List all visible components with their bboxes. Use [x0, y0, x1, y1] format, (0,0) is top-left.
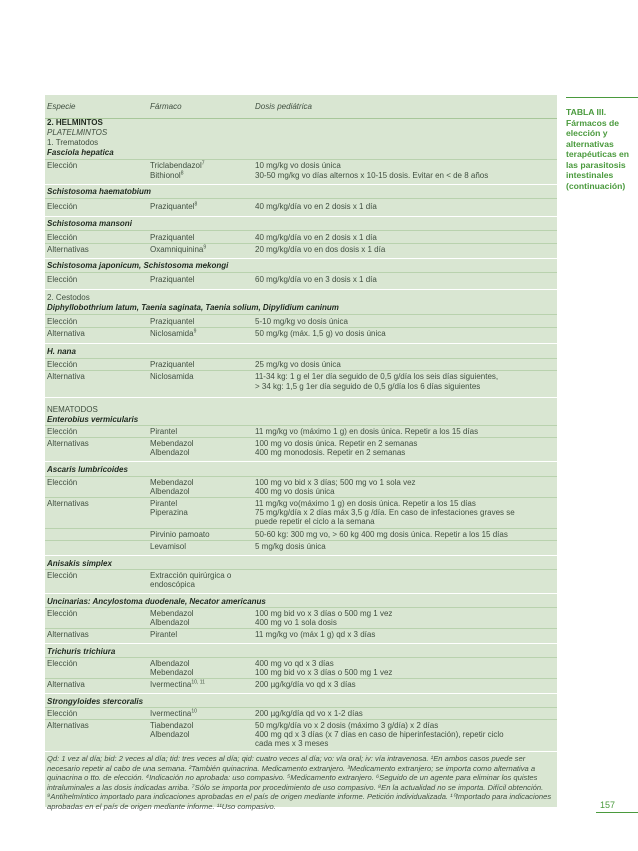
row-label: Alternativas [47, 499, 89, 508]
row-divider [45, 657, 557, 658]
drug-name: Piperazina [150, 508, 188, 517]
row-divider [45, 628, 557, 629]
drug-name: Praziquantel [150, 233, 195, 242]
species-schistosoma-haematobium: Schistosoma haematobium [47, 187, 152, 196]
drug-name: Mebendazol [150, 668, 194, 677]
row-label: Alternativa [47, 372, 85, 381]
dose-text: 400 mg vo 1 sola dosis [255, 618, 337, 627]
drug-name: Ivermectina$^{10}$ [150, 708, 197, 718]
drug-name: Niclosamida$^9$ [150, 328, 197, 338]
dose-text: 25 mg/kg vo dosis única [255, 360, 341, 369]
header-farmaco: Fármaco [150, 102, 182, 111]
row-divider [45, 497, 557, 498]
species-trichuris: Trichuris trichiura [47, 647, 116, 656]
row-divider [45, 540, 557, 541]
drug-name: Pirantel [150, 499, 178, 508]
row-divider [45, 607, 557, 608]
dose-text: puede repetir el ciclo a la semana [255, 517, 375, 526]
row-divider [45, 643, 557, 644]
section-helmintos: 2. HELMINTOS [47, 118, 103, 127]
row-divider [45, 314, 557, 315]
dose-text: 400 mg qd x 3 días (x 7 días en caso de hiperinfestación), repetir ciclo [255, 730, 504, 739]
row-label: Alternativa [47, 329, 85, 338]
dose-text: 60 mg/kg/día vo en 3 dosis x 1 día [255, 275, 377, 284]
species-fasciola: Fasciola hepatica [47, 148, 114, 157]
row-label: Elección [47, 275, 78, 284]
row-label: Elección [47, 427, 78, 436]
drug-name: Ivermectina$^{10, 11}$ [150, 679, 205, 689]
dose-text: 40 mg/kg/día vo en 2 dosis x 1 día [255, 202, 377, 211]
dose-text: 10 mg/kg vo dosis única [255, 161, 341, 170]
dose-text: 30-50 mg/kg vo días alternos x 10-15 dosis. Evitar en < de 8 años [255, 171, 489, 180]
drug-name: Mebendazol [150, 439, 194, 448]
species-h-nana: H. nana [47, 347, 76, 356]
row-divider [45, 476, 557, 477]
table-header [45, 95, 557, 119]
drug-name: Albendazol [150, 487, 190, 496]
drug-name: Pirantel [150, 630, 178, 639]
caption-line: intestinales [566, 170, 614, 180]
row-label: Elección [47, 571, 78, 580]
dose-text: 100 mg bid vo x 3 días o 500 mg 1 vez [255, 668, 393, 677]
drug-name: Triclabendazol$^7$ [150, 160, 205, 170]
drug-name: Tiabendazol [150, 721, 194, 730]
row-divider [45, 289, 557, 290]
species-diphyllobothrium: Diphyllobothrium latum, Taenia saginata, Taenia solium, Dipylidium caninum [47, 303, 339, 312]
row-label: Elección [47, 609, 78, 618]
row-divider [45, 719, 557, 720]
row-divider [45, 678, 557, 679]
row-divider [45, 216, 557, 217]
caption-title [566, 107, 638, 191]
row-label: Elección [47, 161, 78, 170]
dose-text: cada mes x 3 meses [255, 739, 329, 748]
drug-name: Niclosamida [150, 372, 194, 381]
row-divider [45, 437, 557, 438]
row-divider [45, 258, 557, 259]
row-divider [45, 230, 557, 231]
caption-rule [566, 97, 638, 98]
species-anisakis: Anisakis simplex [47, 559, 112, 568]
row-divider [45, 707, 557, 708]
dose-text: 50-60 kg: 300 mg vo, > 60 kg 400 mg dosis única. Repetir a los 15 días [255, 530, 508, 539]
row-divider [45, 370, 557, 371]
drug-table [45, 95, 557, 811]
drug-name: Albendazol [150, 618, 190, 627]
dose-text: 40 mg/kg/día vo en 2 dosis x 1 día [255, 233, 377, 242]
species-strongyloides: Strongyloides stercoralis [47, 697, 144, 706]
dose-text: 11 mg/kg vo (máximo 1 g) en dosis única. Repetir a los 15 días [255, 427, 479, 436]
caption-line: (continuación) [566, 180, 626, 191]
dose-text: 400 mg vo dosis única [255, 487, 335, 496]
row-divider [45, 327, 557, 328]
row-divider [45, 397, 557, 398]
dose-text: 400 mg vo qd x 3 días [255, 659, 334, 668]
section-cestodos: 2. Cestodos [47, 293, 90, 302]
dose-text: > 34 kg: 1,5 g 1er día seguido de 0,5 g/día los 6 días siguientes [255, 382, 481, 391]
row-divider [45, 569, 557, 570]
row-label: Alternativas [47, 721, 89, 730]
drug-name: endoscópica [150, 580, 195, 589]
row-label: Alternativas [47, 630, 89, 639]
drug-name: Praziquantel [150, 275, 195, 284]
row-divider [45, 693, 557, 694]
dose-text: 50 mg/kg (máx. 1,5 g) vo dosis única [255, 329, 386, 338]
dose-text: 100 mg bid vo x 3 días o 500 mg 1 vez [255, 609, 393, 618]
row-divider [45, 461, 557, 462]
caption-line: elección y [566, 128, 608, 138]
row-divider [45, 358, 557, 359]
row-label: Elección [47, 202, 78, 211]
drug-name: Praziquantel$^8$ [150, 201, 198, 211]
drug-name: Pirantel [150, 427, 178, 436]
drug-name: Mebendazol [150, 478, 194, 487]
row-divider [45, 243, 557, 244]
row-divider [45, 593, 557, 594]
dose-text: 50 mg/kg/día vo x 2 dosis (máximo 3 g/día) x 2 días [255, 721, 439, 730]
dose-text: 100 mg vo dosis única. Repetir en 2 semanas [255, 439, 418, 448]
drug-name: Albendazol [150, 659, 190, 668]
drug-name: Albendazol [150, 448, 190, 457]
drug-name: Levamisol [150, 542, 187, 551]
row-divider [45, 555, 557, 556]
species-enterobius: Enterobius vermicularis [47, 415, 139, 424]
caption-line: terapéuticas en [566, 149, 630, 159]
drug-name: Oxamniquinina$^9$ [150, 244, 207, 254]
dose-text: 75 mg/kg/día x 2 días máx 3,5 g /día. En caso de infestaciones graves se [255, 508, 515, 517]
row-divider [45, 198, 557, 199]
drug-name: Pirvinio pamoato [150, 530, 210, 539]
row-divider [45, 751, 557, 752]
row-label: Elección [47, 233, 78, 242]
species-uncinarias: Uncinarias: Ancylostoma duodenale, Necator americanus [47, 597, 266, 606]
row-label: Alternativas [47, 245, 89, 254]
dose-text: 100 mg vo bid x 3 días; 500 mg vo 1 sola vez [255, 478, 416, 487]
section-trematodos: 1. Trematodos [47, 138, 99, 147]
drug-name: Bithionol$^8$ [150, 170, 184, 180]
footnote: Qd: 1 vez al día; bid: 2 veces al día; tid: tres veces al día; qid: cuatro veces al día; vo: vía oral; iv: vía intravenosa. ¹En ambos casos puede ser necesario repetir al cabo de una semana. ²También quinacrina. Medicamento extranjero. ³Medicamento extranjero; se importa como alternativa a quinacrina o tto. de elección. ⁴Indicación no aprobada: uso compasivo. ⁵Medicamento extranjero. ⁶Seguido de un agente para eliminar los quistes intraluminales a las dosis indicadas arriba. ⁷Sólo se importa por procedimiento de uso compasivo. ⁸En la actualidad no se importa. Difícil obtención. ⁹Antihelmíntico importado para indicaciones aprobadas en el país de origen mediante informe. Petición individualizada. ¹⁰Importado para indicaciones aprobadas en el país de origen mediante informe. ¹¹Uso compasivo. [47, 754, 552, 811]
header-dosis: Dosis pediátrica [255, 102, 312, 111]
row-divider [45, 272, 557, 273]
dose-text: 200 µg/kg/día qd vo x 1-2 días [255, 709, 363, 718]
row-label: Elección [47, 709, 78, 718]
species-schistosoma-japonicum: Schistosoma japonicum, Schistosoma mekongi [47, 261, 229, 270]
dose-text: 11 mg/kg vo (máx 1 g) qd x 3 días [255, 630, 376, 639]
section-nematodos: NEMATODOS [47, 405, 98, 414]
row-label: Elección [47, 478, 78, 487]
drug-name: Albendazol [150, 730, 190, 739]
page-number: 157 [600, 800, 616, 810]
drug-name: Praziquantel [150, 317, 195, 326]
row-divider [45, 184, 557, 185]
row-label: Elección [47, 659, 78, 668]
row-divider [45, 528, 557, 529]
caption-line: las parasitosis [566, 159, 626, 170]
dose-text: 400 mg monodosis. Repetir en 2 semanas [255, 448, 406, 457]
section-platelmintos: PLATELMINTOS [47, 128, 108, 137]
caption-line: Fármacos de [566, 117, 620, 128]
species-ascaris: Ascaris lumbricoides [47, 465, 128, 474]
drug-name: Extracción quirúrgica o [150, 571, 232, 580]
row-label: Elección [47, 317, 78, 326]
caption-line: alternativas [566, 138, 614, 149]
dose-text: 20 mg/kg/día vo en dos dosis x 1 día [255, 245, 386, 254]
dose-text: 5-10 mg/kg vo dosis única [255, 317, 348, 326]
dose-text: 11 mg/kg vo(máximo 1 g) en dosis única. Repetir a los 15 días [255, 499, 476, 508]
drug-name: Praziquantel [150, 360, 195, 369]
row-divider [45, 425, 557, 426]
caption-line: TABLA III. [566, 107, 607, 117]
row-label: Alternativas [47, 439, 89, 448]
dose-text: 11-34 kg: 1 g el 1er día seguido de 0,5 g/día los seis días siguientes, [255, 372, 499, 381]
row-divider [45, 343, 557, 344]
header-especie: Especie [47, 102, 76, 111]
page-number-rule [596, 812, 638, 813]
species-schistosoma-mansoni: Schistosoma mansoni [47, 219, 132, 228]
row-label: Elección [47, 360, 78, 369]
drug-name: Mebendazol [150, 609, 194, 618]
dose-text: 200 µg/kg/día vo qd x 3 días [255, 680, 356, 689]
row-label: Alternativa [47, 680, 85, 689]
row-divider [45, 159, 557, 160]
dose-text: 5 mg/kg dosis única [255, 542, 326, 551]
